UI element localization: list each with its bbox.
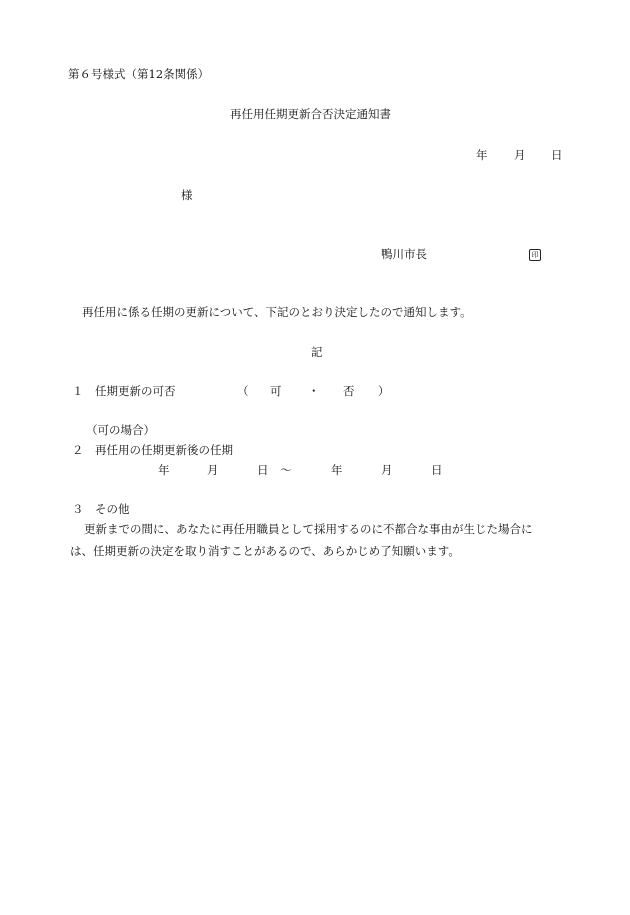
item2-condition: （可の場合） [86, 423, 155, 437]
item2-from-month: 月 [207, 463, 219, 477]
item2-from-day: 日 [257, 463, 269, 477]
item2-from-year: 年 [158, 463, 170, 477]
item1-option-yes: 可 [270, 384, 282, 398]
date-year-label: 年 [476, 148, 488, 162]
sender-name: 鴨川市長 [381, 247, 427, 261]
item2-label: 再任用の任期更新後の任期 [95, 443, 233, 457]
item3-text-line2: は、任期更新の決定を取り消すことがあるので、あらかじめ了知願います。 [70, 544, 460, 558]
item1-number: １ [72, 384, 84, 398]
date-day-label: 日 [551, 148, 563, 162]
item3-number: ３ [72, 502, 84, 516]
recipient-honorific: 様 [181, 188, 193, 202]
form-label: 第６号様式（第12条関係） [68, 67, 210, 81]
item2-tilde: ～ [280, 463, 292, 477]
item1-open-paren: （ [237, 384, 249, 398]
ki-heading: 記 [311, 345, 323, 359]
item2-to-year: 年 [331, 463, 343, 477]
item3-label: その他 [95, 502, 130, 516]
item1-label: 任期更新の可否 [95, 384, 176, 398]
item2-to-day: 日 [431, 463, 443, 477]
item1-close-paren: ） [378, 384, 390, 398]
seal-icon: 印 [529, 249, 541, 261]
item2-number: ２ [72, 443, 84, 457]
item1-option-no: 否 [343, 384, 355, 398]
seal-mark [529, 246, 541, 262]
item3-text-line1: 更新までの間に、あなたに再任用職員として採用するのに不都合な事由が生じた場合に [84, 522, 533, 536]
item1-separator: ・ [308, 384, 320, 398]
item2-to-month: 月 [381, 463, 393, 477]
document-title: 再任用任期更新合否決定通知書 [230, 107, 391, 121]
body-text: 再任用に係る任期の更新について、下記のとおり決定したので通知します。 [82, 305, 472, 319]
date-month-label: 月 [514, 148, 526, 162]
